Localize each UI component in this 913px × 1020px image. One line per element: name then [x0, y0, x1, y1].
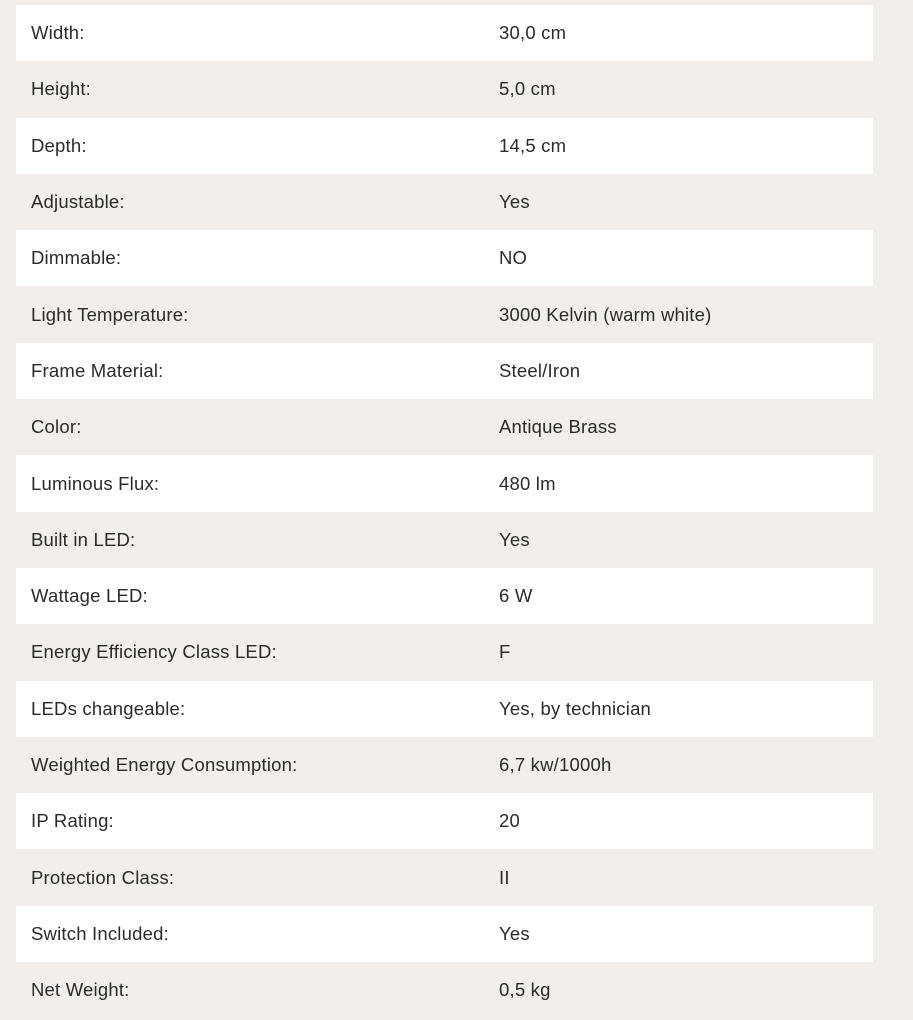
spec-row-adjustable	[16, 174, 873, 230]
spec-value: 480 lm	[499, 472, 556, 494]
spec-value: 3000 Kelvin (warm white)	[499, 303, 712, 325]
spec-value: 6 W	[499, 585, 533, 607]
spec-row-depth	[16, 118, 873, 174]
spec-row-frame-material	[16, 343, 873, 399]
spec-label: Energy Efficiency Class LED:	[31, 641, 277, 663]
spec-label: Weighted Energy Consumption:	[31, 754, 298, 775]
spec-value: F	[499, 641, 511, 663]
spec-value: 14,5 cm	[499, 134, 567, 156]
spec-row-light-temperature	[16, 286, 873, 342]
spec-value: 6,7 kw/1000h	[499, 754, 612, 775]
spec-row-wattage-led	[16, 568, 873, 624]
spec-label: Adjustable:	[31, 191, 125, 213]
spec-label: Wattage LED:	[31, 585, 148, 607]
spec-row-ip-rating	[16, 793, 873, 849]
spec-row-leds-changeable	[16, 681, 873, 737]
spec-label: Switch Included:	[31, 922, 169, 944]
specification-table	[16, 5, 873, 1018]
spec-row-width	[16, 5, 873, 61]
spec-value: Yes	[499, 528, 530, 550]
spec-label: Height:	[31, 78, 92, 100]
spec-row-built-in-led	[16, 512, 873, 568]
spec-label: Light Temperature:	[31, 303, 189, 325]
spec-value: Antique Brass	[499, 416, 617, 438]
spec-row-energy-efficiency-class	[16, 624, 873, 680]
spec-label: Frame Material:	[31, 359, 164, 381]
spec-value: Yes, by technician	[499, 697, 652, 719]
spec-label: Depth:	[31, 134, 87, 156]
spec-label: Color:	[31, 416, 82, 438]
spec-value: 30,0 cm	[499, 22, 567, 44]
spec-row-switch-included	[16, 906, 873, 962]
spec-row-protection-class	[16, 849, 873, 905]
spec-row-luminous-flux	[16, 455, 873, 511]
spec-label: LEDs changeable:	[31, 697, 186, 719]
spec-label: Width:	[31, 22, 85, 44]
spec-value: 5,0 cm	[499, 78, 556, 100]
spec-value: 20	[499, 810, 520, 832]
spec-label: IP Rating:	[31, 810, 114, 832]
spec-row-height	[16, 61, 873, 117]
spec-value: II	[499, 866, 510, 888]
spec-row-dimmable	[16, 230, 873, 286]
spec-label: Protection Class:	[31, 866, 175, 888]
spec-value: Steel/Iron	[499, 359, 581, 381]
spec-value: Yes	[499, 191, 530, 213]
spec-value: Yes	[499, 922, 530, 944]
spec-label: Built in LED:	[31, 528, 136, 550]
spec-row-net-weight	[16, 962, 873, 1018]
spec-row-weighted-energy-consumption	[16, 737, 873, 793]
spec-row-color	[16, 399, 873, 455]
spec-label: Net Weight:	[31, 979, 130, 1001]
spec-value: NO	[499, 247, 528, 269]
spec-label: Luminous Flux:	[31, 472, 160, 494]
spec-value: 0,5 kg	[499, 979, 551, 1001]
spec-label: Dimmable:	[31, 247, 122, 269]
